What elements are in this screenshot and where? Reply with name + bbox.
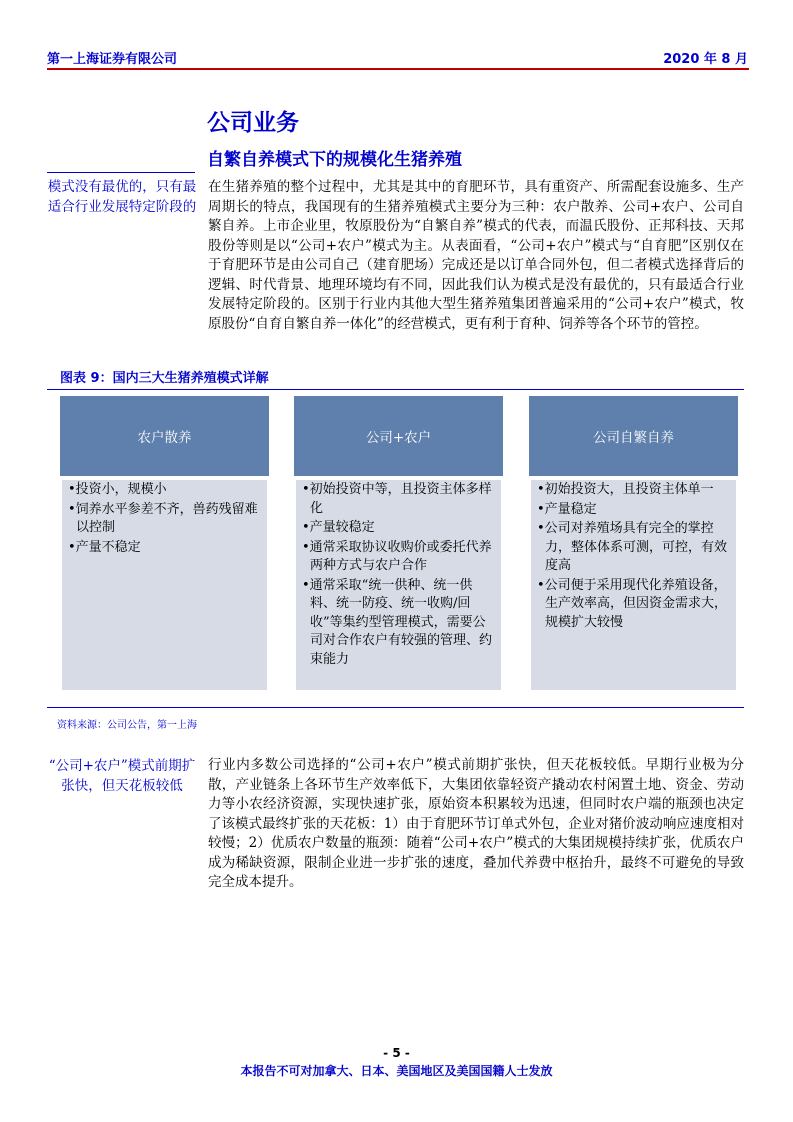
list-item: • 公司对养殖场具有完全的掌控力，整体体系可测，可控，有效度高 (537, 520, 730, 576)
figure-source: 资料来源：公司公告，第一上海 (57, 720, 197, 731)
list-item: • 产量不稳定 (68, 539, 261, 558)
paragraph-1: 在生猪养殖的整个过程中，尤其是其中的育肥环节，具有重资产、所需配套设施多、生产周期长的特点，我国现有的生猪养殖模式主要分为三种：农户散养、公司+农户、公司自繁自养。上市企业里，牧原股份为“自繁自养”模式的代表，而温氏股份、正邦科技、天邦股份等则是以“公司+农户”模式为主。从表面看，“公司+农户”模式与“自育肥”区别仅在于育肥环节是由公司自己（建育肥场）完成还是以订单合同外包，但二者模式选择背后的逻辑、时代背景、地理环境均有不同，因此我们认为模式是没有最优的，只有最适合行业发展特定阶段的。区别于行业内其他大型生猪养殖集团普遍采用的“公司+农户”模式，牧原股份“自育自繁自养一体化”的经营模式，更有利于育种、饲养等各个环节的管控。 (208, 179, 744, 332)
column-body-2 (296, 480, 501, 690)
side-note-1: 模式没有最优的，只有最适合行业发展特定阶段的 (47, 179, 197, 215)
footer-disclaimer: 本报告不可对加拿大、日本、美国地区及美国国籍人士发放 (240, 1064, 553, 1078)
column-header-3: 公司自繁自养 (529, 396, 738, 476)
column-list-2 (302, 481, 495, 669)
paragraph-2: 行业内多数公司选择的“公司+农户”模式前期扩张快，但天花板较低。早期行业极为分散，产业链条上各环节生产效率低下，大集团依靠轻资产撬动农村闲置土地、资金、劳动力等小农经济资源，实现快速扩张，原始资本积累较为迅速，但同时农户端的瓶颈也决定了该模式最终扩张的天花板：1）由于育肥环节订单式外包，企业对猪价波动响应速度相对较慢；2）优质农户数量的瓶颈：随着“公司+农户”模式的大集团规模持续扩张，优质农户成为稀缺资源，限制企业进一步扩张的速度，叠加代养费中枢抬升，最终不可避免的导致完全成本提升。 (208, 757, 744, 890)
column-list-1 (68, 481, 261, 557)
list-item: • 投资小，规模小 (68, 481, 261, 500)
side-note-rule (47, 172, 195, 173)
side-note-2: “公司+农户”模式前期扩张快，但天花板较低 (48, 758, 196, 794)
list-item: • 饲养水平参差不齐，兽药残留难以控制 (68, 501, 261, 538)
list-item: • 公司便于采用现代化养殖设备，生产效率高，但因资金需求大，规模扩大较慢 (537, 577, 730, 633)
mode-column-2 (294, 396, 503, 667)
mode-column-3 (529, 396, 738, 630)
mode-column-1 (60, 396, 269, 555)
header-rule (47, 68, 749, 70)
list-item: • 通常采取“统一供种、统一供料、统一防疫、统一收购/回收”等集约型管理模式，需要公司对合作农户有较强的管理、约束能力 (302, 577, 495, 670)
list-item: • 产量较稳定 (302, 519, 495, 538)
column-header-2: 公司+农户 (294, 396, 503, 476)
list-item: • 产量稳定 (537, 501, 730, 520)
column-body-3 (531, 480, 736, 690)
column-header-1: 农户散养 (60, 396, 269, 476)
page-number: - 5 - (383, 1046, 410, 1060)
section-title: 公司业务 (207, 110, 299, 136)
column-list-3 (537, 481, 730, 632)
list-item: • 初始投资中等，且投资主体多样化 (302, 481, 495, 518)
figure-top-rule (47, 389, 744, 390)
figure-title: 图表 9：国内三大生猪养殖模式详解 (60, 371, 269, 386)
header-date: 2020 年 8 月 (663, 52, 748, 67)
figure-bottom-rule (47, 707, 744, 708)
header-company: 第一上海证券有限公司 (47, 52, 178, 67)
column-body-1 (62, 480, 267, 690)
list-item: • 通常采取协议收购价或委托代养两种方式与农户合作 (302, 539, 495, 576)
section-subtitle: 自繁自养模式下的规模化生猪养殖 (207, 150, 462, 170)
list-item: • 初始投资大，且投资主体单一 (537, 481, 730, 500)
